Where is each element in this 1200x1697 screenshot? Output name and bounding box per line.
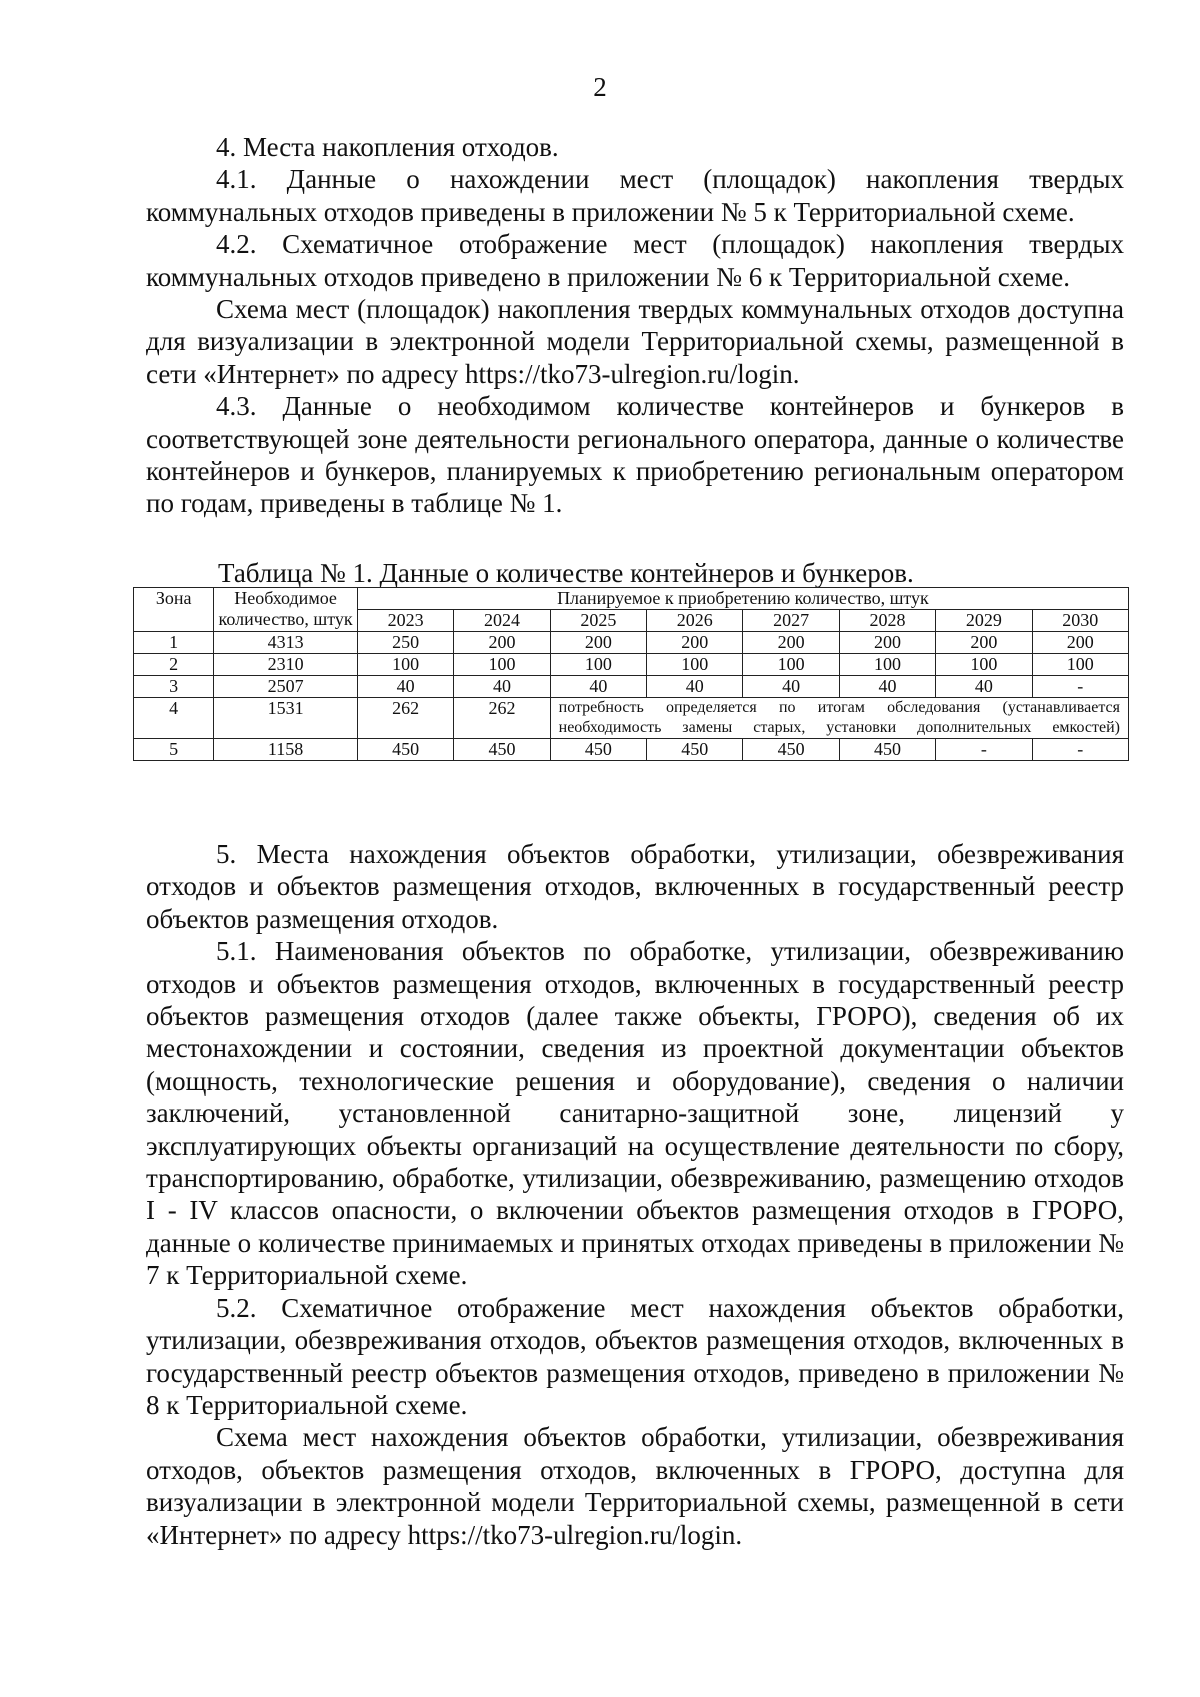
cell-value: -	[1032, 739, 1129, 761]
section-4	[146, 131, 1124, 520]
cell-value: 450	[454, 739, 550, 761]
cell-value: 200	[743, 632, 839, 654]
cell-need: 1531	[214, 698, 358, 739]
cell-zone: 1	[134, 632, 214, 654]
section-5	[146, 838, 1124, 1551]
cell-value: 100	[550, 654, 646, 676]
table-row	[134, 654, 1129, 676]
cell-zone: 4	[134, 698, 214, 739]
paragraph-4-1: 4.1. Данные о нахождении мест (площадок) накопления твердых коммунальных отходов приведены в приложении № 5 к Территориальной схеме.	[146, 164, 1124, 227]
cell-value: 100	[454, 654, 550, 676]
page-number: 2	[593, 72, 607, 102]
cell-need: 2310	[214, 654, 358, 676]
table-row	[134, 739, 1129, 761]
paragraph-4-2: 4.2. Схематичное отображение мест (площадок) накопления твердых коммунальных отходов приведено в приложении № 6 к Территориальной схеме.	[146, 229, 1124, 292]
cell-value: 40	[357, 676, 453, 698]
section-5-heading: 5. Места нахождения объектов обработки, утилизации, обезвреживания отходов и объектов размещения отходов, включенных в государственный реестр объектов размещения отходов.	[146, 839, 1124, 934]
paragraph-5-1: 5.1. Наименования объектов по обработке, утилизации, обезвреживанию отходов и объектов размещения отходов, включенных в государственный реестр объектов размещения отходов (далее также объекты, ГРОРО), сведения об их местонахождении и состоянии, сведения из проектной документации объектов (мощность, технологические решения и оборудование), сведения о наличии заключений, установленной санитарно-защитной зоне, лицензий у эксплуатирующих объекты организаций на осуществление деятельности по сбору, транспортированию, обработке, утилизации, обезвреживанию, размещению отходов I - IV классов опасности, о включении объектов размещения отходов в ГРОРО, данные о количестве принимаемых и принятых отходах приведены в приложении № 7 к Территориальной схеме.	[146, 936, 1124, 1291]
containers-table	[133, 587, 1129, 761]
table-header-row	[134, 588, 1129, 610]
header-year: 2026	[647, 610, 743, 632]
cell-value: -	[936, 739, 1032, 761]
cell-value: 40	[743, 676, 839, 698]
cell-zone: 2	[134, 654, 214, 676]
table-row	[134, 632, 1129, 654]
cell-value: 450	[839, 739, 935, 761]
header-zone: Зона	[134, 588, 214, 632]
table-caption: Таблица № 1. Данные о количестве контейнеров и бункеров.	[218, 558, 914, 588]
cell-value: 100	[647, 654, 743, 676]
cell-value: 200	[550, 632, 646, 654]
header-year: 2025	[550, 610, 646, 632]
cell-value: 40	[550, 676, 646, 698]
cell-value: 200	[454, 632, 550, 654]
cell-value: 450	[550, 739, 646, 761]
cell-value: 200	[936, 632, 1032, 654]
cell-value: 262	[357, 698, 453, 739]
paragraph-4-scheme: Схема мест (площадок) накопления твердых коммунальных отходов доступна для визуализации в электронной модели Территориальной схемы, размещенной в сети «Интернет» по адресу https://tko73-ulregion.ru/login.	[146, 294, 1124, 389]
cell-note: потребность определяется по итогам обследования (устанавливается необходимость замены старых, установки дополнительных емкостей)	[550, 698, 1128, 739]
cell-value: 40	[839, 676, 935, 698]
paragraph-4-3: 4.3. Данные о необходимом количестве контейнеров и бункеров в соответствующей зоне деятельности регионального оператора, данные о количестве контейнеров и бункеров, планируемых к приобретению региональным оператором по годам, приведены в таблице № 1.	[146, 391, 1124, 519]
paragraph-5-2: 5.2. Схематичное отображение мест нахождения объектов обработки, утилизации, обезвреживания отходов, объектов размещения отходов, включенных в государственный реестр объектов размещения отходов, приведено в приложении № 8 к Территориальной схеме.	[146, 1292, 1124, 1420]
header-year: 2030	[1032, 610, 1129, 632]
cell-value: 100	[936, 654, 1032, 676]
cell-value: 200	[647, 632, 743, 654]
cell-value: 450	[357, 739, 453, 761]
header-year: 2027	[743, 610, 839, 632]
header-planned: Планируемое к приобретению количество, штук	[357, 588, 1128, 610]
cell-value: 40	[936, 676, 1032, 698]
cell-value: 200	[839, 632, 935, 654]
header-year: 2029	[936, 610, 1032, 632]
header-year: 2028	[839, 610, 935, 632]
cell-value: 450	[743, 739, 839, 761]
cell-value: 100	[357, 654, 453, 676]
cell-zone: 5	[134, 739, 214, 761]
section-4-heading: 4. Места накопления отходов.	[216, 132, 559, 162]
cell-value: 250	[357, 632, 453, 654]
header-year: 2024	[454, 610, 550, 632]
cell-need: 2507	[214, 676, 358, 698]
cell-value: 100	[743, 654, 839, 676]
cell-value: 40	[454, 676, 550, 698]
paragraph-5-scheme: Схема мест нахождения объектов обработки, утилизации, обезвреживания отходов, объектов размещения отходов, включенных в ГРОРО, доступна для визуализации в электронной модели Территориальной схемы, размещенной в сети «Интернет» по адресу https://tko73-ulregion.ru/login.	[146, 1422, 1124, 1550]
cell-value: 200	[1032, 632, 1129, 654]
header-need: Необходимое количество, штук	[214, 588, 358, 632]
header-year: 2023	[357, 610, 453, 632]
cell-value: -	[1032, 676, 1129, 698]
cell-value: 100	[839, 654, 935, 676]
cell-zone: 3	[134, 676, 214, 698]
cell-need: 1158	[214, 739, 358, 761]
cell-value: 40	[647, 676, 743, 698]
table-row	[134, 676, 1129, 698]
cell-value: 450	[647, 739, 743, 761]
table-row	[134, 698, 1129, 739]
cell-value: 100	[1032, 654, 1129, 676]
cell-need: 4313	[214, 632, 358, 654]
cell-value: 262	[454, 698, 550, 739]
